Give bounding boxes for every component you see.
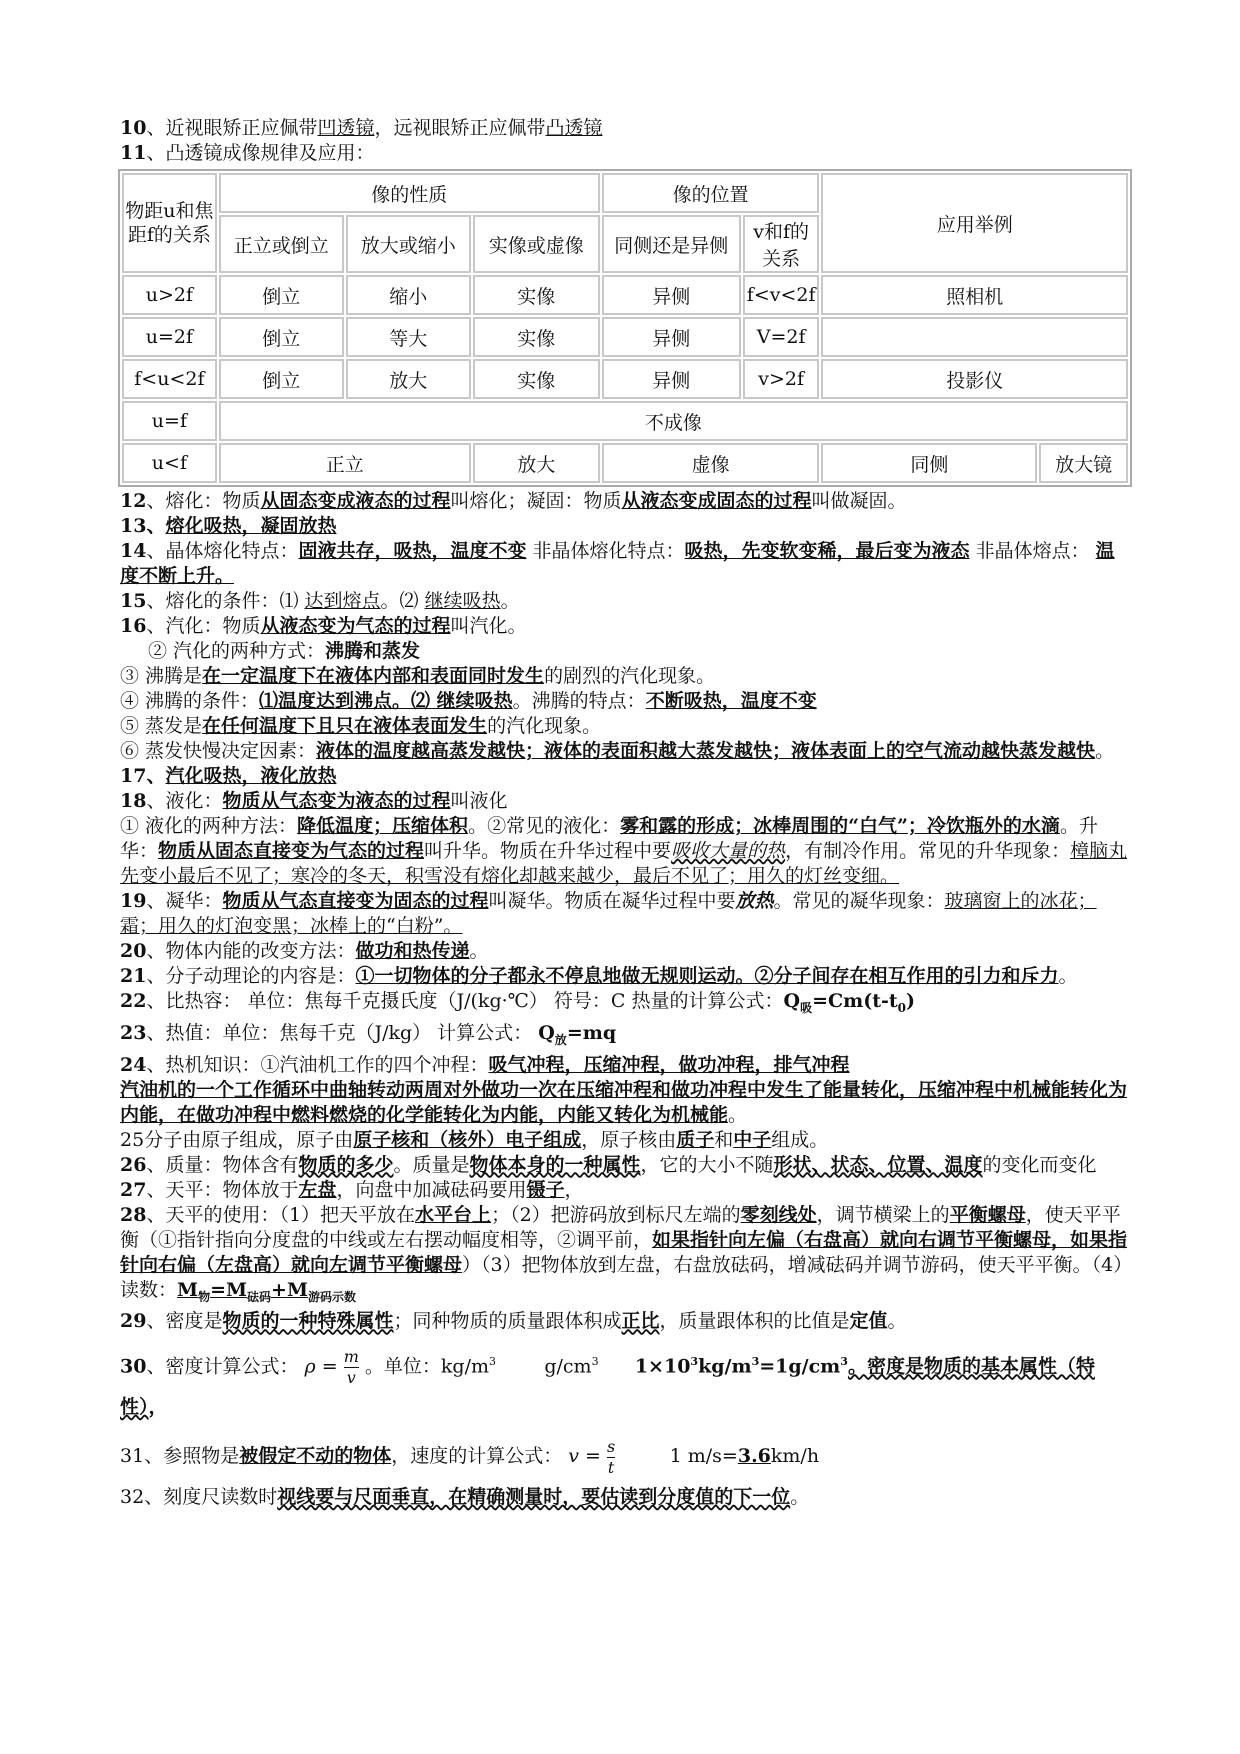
item-12: 12、熔化：物质从固态变成液态的过程叫熔化；凝固：物质从液态变成固态的过程叫做凝固。 [120, 490, 907, 512]
item-31: 31、参照物是被假定不动的物体，速度的计算公式： v = $\frac{s}{t}$ 1 m/s=3.6km/h [120, 1436, 820, 1477]
table-row: u>2f 倒立 缩小 实像 异侧 f<v<2f 照相机 [122, 275, 1128, 315]
header-distance: 物距u和焦距f的关系 [122, 173, 217, 273]
header-v-f: v和f的关系 [743, 215, 820, 273]
item-29: 29、密度是物质的一种特殊属性；同种物质的质量跟体积成正比，质量跟体积的比值是定值。 [120, 1310, 907, 1333]
document-body [120, 116, 1132, 1510]
header-image-nature: 像的性质 [219, 173, 600, 213]
item-18-1: ① 液化的两种方法：降低温度；压缩体积。②常见的液化：雾和露的形成；冰棒周围的“白气”；冷饮瓶外的水滴。升华：物质从固态直接变为气态的过程叫升华。物质在升华过程中要吸收大量的热，有制冷作用。常见的升华现象：樟脑丸先变小最后不见了；寒冷的冬天，积雪没有熔化却越来越少，最后不见了；用久的灯丝变细。 [120, 815, 1128, 887]
item-20: 20、物体内能的改变方法：做功和热传递。 [120, 940, 489, 962]
item-16-5: ⑤ 蒸发是在任何温度下且只在液体表面发生的汽化现象。 [120, 715, 602, 737]
item-16: 16、汽化：物质从液态变为气态的过程叫汽化。 [120, 615, 527, 637]
item-16-6: ⑥ 蒸发快慢决定因素：液体的温度越高蒸发越快；液体的表面积越大蒸发越快；液体表面上的空气流动越快蒸发越快。 [120, 740, 1115, 762]
lens-imaging-table [118, 169, 1132, 487]
item-24-b: 汽油机的一个工作循环中曲轴转动两周对外做功一次在压缩冲程和做功冲程中发生了能量转化，压缩冲程中机械能转化为内能，在做功冲程中燃料燃烧的化学能转化为内能，内能又转化为机械能。 [120, 1078, 1128, 1126]
item-16-3: ③ 沸腾是在一定温度下在液体内部和表面同时发生的剧烈的汽化现象。 [120, 665, 716, 687]
item-13: 13、熔化吸热，凝固放热 [120, 515, 337, 537]
header-image-position: 像的位置 [602, 173, 820, 213]
velocity-fraction: $\frac{s}{t}$ [607, 1436, 616, 1477]
item-15: 15、熔化的条件：⑴ 达到熔点。⑵ 继续吸热。 [120, 590, 520, 612]
item-16-2: ② 汽化的两种方式：沸腾和蒸发 [148, 640, 421, 662]
item-23: 23、热值：单位：焦每千克（J/kg） 计算公式： $Q_放=mq$ [120, 1021, 617, 1047]
table-row: u=f 不成像 [122, 401, 1128, 441]
item-28: 28、天平的使用：（1）把天平放在水平台上；（2）把游码放到标尺左端的零刻线处，调节横梁上的平衡螺母，使天平平衡（①指针指向分度盘的中线或左右摆动幅度相等，②调平前，如果指针向左偏（右盘高）就向右调节平衡螺母，如果指针向右偏（左盘高）就向左调节平衡螺母）（3）把物体放到左盘，右盘放砝码，增减砝码并调节游码，使天平平衡。（4）读数：$M_物=M_{砝码}+M_{游码示数}$ [120, 1203, 1128, 1304]
header-side: 同侧还是异侧 [602, 215, 741, 273]
item-24: 24、热机知识：①汽油机工作的四个冲程：吸气冲程，压缩冲程，做功冲程，排气冲程 [120, 1053, 850, 1076]
header-size: 放大或缩小 [346, 215, 471, 273]
item-26: 26、质量：物体含有物质的多少。质量是物体本身的一种属性，它的大小不随形状、状态、位置、温度的变化而变化 [120, 1153, 1097, 1176]
table-row: f<u<2f 倒立 放大 实像 异侧 v>2f 投影仪 [122, 359, 1128, 399]
item-27: 27、天平：物体放于左盘，向盘中加减砝码要用镊子， [120, 1178, 584, 1201]
item-18: 18、液化：物质从气态变为液态的过程叫液化 [120, 790, 508, 812]
item-30: 30、密度计算公式： ρ = $\frac{m}{v}$ 。单位：$kg/m^3$ $g/cm^3$ $1\times 10^3kg/m^3=1g/cm^3$。密度是物质的基本属性（特性）， [120, 1347, 1095, 1419]
header-orientation: 正立或倒立 [219, 215, 344, 273]
item-14: 14、晶体熔化特点：固液共存，吸热，温度不变 非晶体熔化特点：吸热，先变软变稀，最后变为液态 非晶体熔点： 温度不断上升。 [120, 540, 1115, 587]
table-row: u<f 正立 放大 虚像 同侧 放大镜 [122, 443, 1128, 483]
table-row: u=2f 倒立 等大 实像 异侧 V=2f [122, 317, 1128, 357]
header-application: 应用举例 [821, 173, 1128, 273]
density-fraction: $\frac{m}{v}$ [343, 1347, 359, 1388]
item-22: 22、比热容： 单位：焦每千克摄氏度（J/(kg·℃） 符号：C 热量的计算公式：$Q_吸=Cm(t-t_0)$ [120, 990, 916, 1015]
header-real-virtual: 实像或虚像 [473, 215, 600, 273]
item-16-4: ④ 沸腾的条件：⑴温度达到沸点。⑵ 继续吸热。沸腾的特点：不断吸热，温度不变 [120, 690, 817, 712]
item-21: 21、分子动理论的内容是：①一切物体的分子都永不停息地做无规则运动。②分子间存在相互作用的引力和斥力。 [120, 965, 1078, 987]
item-25: 25分子由原子组成，原子由原子核和（核外）电子组成，原子核由质子和中子组成。 [120, 1128, 829, 1151]
item-17: 17、汽化吸热，液化放热 [120, 765, 337, 787]
item-19: 19、凝华：物质从气态直接变为固态的过程叫凝华。物质在凝华过程中要放热。常见的凝华现象：玻璃窗上的冰花；霜；用久的灯泡变黑；冰棒上的“白粉”。 [120, 890, 1097, 937]
item-10: 10、近视眼矫正应佩带凹透镜，远视眼矫正应佩带凸透镜 [120, 117, 603, 139]
item-32: 32、刻度尺读数时视线要与尺面垂直，在精确测量时，要估读到分度值的下一位。 [120, 1486, 810, 1509]
item-11: 11、凸透镜成像规律及应用： [120, 142, 375, 164]
